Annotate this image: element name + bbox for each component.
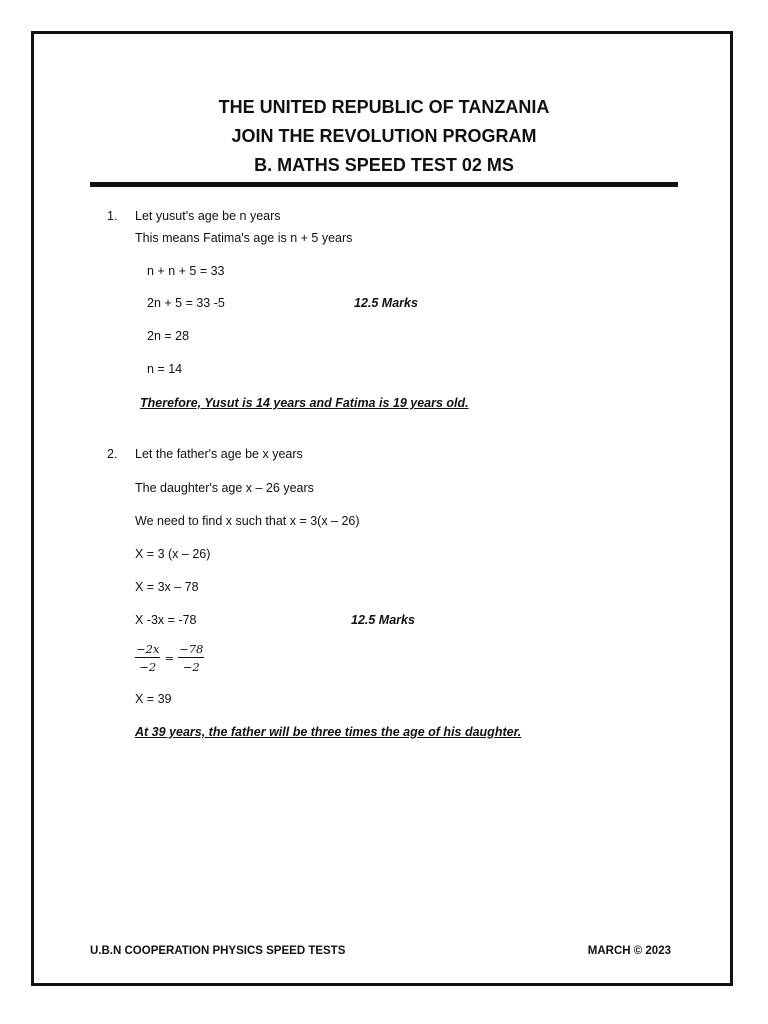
q2-line3: We need to find x such that x = 3(x – 26) (135, 514, 360, 528)
q1-number: 1. (107, 209, 118, 223)
q2-marks: 12.5 Marks (351, 613, 415, 627)
header-program: JOIN THE REVOLUTION PROGRAM (231, 126, 537, 146)
equals-sign: = (164, 651, 175, 665)
footer-left: U.B.N COOPERATION PHYSICS SPEED TESTS (90, 945, 346, 957)
right-fraction (178, 642, 204, 674)
right-numerator: −78 (179, 642, 204, 656)
q2-fraction-equation (135, 642, 204, 674)
left-numerator: −2x (136, 642, 160, 656)
q2-conclusion: At 39 years, the father will be three times the age of his daughter. (135, 725, 522, 739)
q1-step3: 2n = 28 (147, 329, 190, 343)
footer-right: MARCH © 2023 (587, 945, 671, 957)
right-denominator: −2 (182, 660, 200, 674)
q1-marks: 12.5 Marks (354, 296, 418, 310)
q1-step4: n = 14 (147, 362, 183, 376)
q1-conclusion: Therefore, Yusut is 14 years and Fatima is 19 years old. (140, 396, 469, 410)
q1-intro-line2: This means Fatima's age is n + 5 years (135, 231, 353, 245)
header-country: THE UNITED REPUBLIC OF TANZANIA (218, 97, 550, 117)
q1-step2: 2n + 5 = 33 -5 (147, 296, 225, 310)
q2-line2: The daughter's age x – 26 years (135, 481, 314, 495)
q1-step1: n + n + 5 = 33 (147, 264, 225, 278)
q2-line1: Let the father's age be x years (135, 447, 303, 461)
q2-line7: X = 39 (135, 692, 172, 706)
left-fraction (135, 642, 160, 674)
header-test-title: B. MATHS SPEED TEST 02 MS (254, 155, 514, 175)
left-denominator: −2 (139, 660, 157, 674)
header-divider (90, 182, 678, 187)
q2-number: 2. (107, 447, 118, 461)
q1-intro-line1: Let yusut's age be n years (135, 209, 281, 223)
q2-line5: X = 3x – 78 (135, 580, 199, 594)
q2-line4: X = 3 (x – 26) (135, 547, 211, 561)
q2-line6: X -3x = -78 (135, 613, 197, 627)
